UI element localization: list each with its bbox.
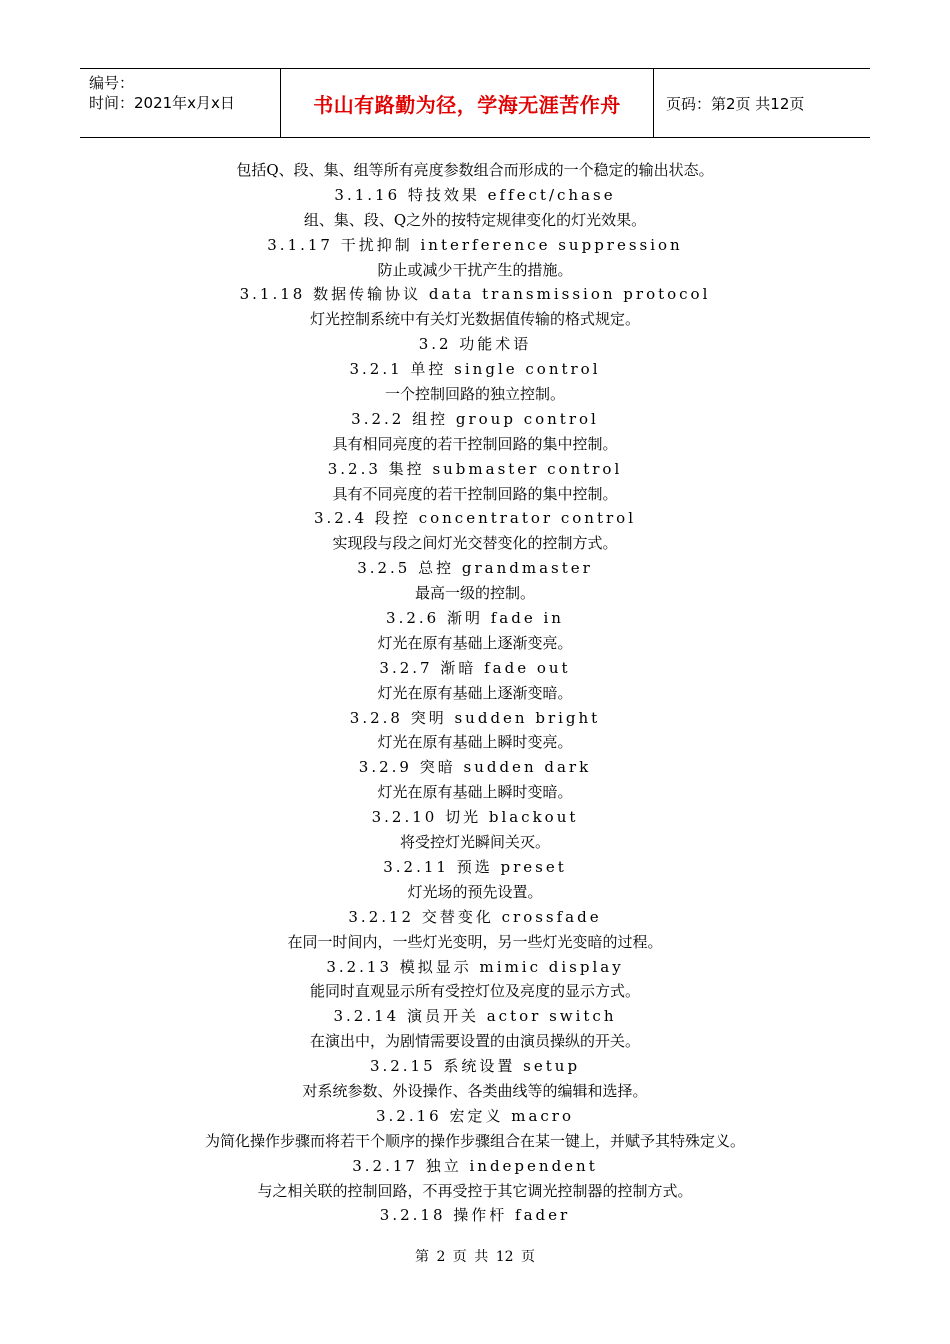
- term-definition: 灯光在原有基础上瞬时变暗。: [377, 783, 573, 802]
- term-heading: 3.2.8 突明 sudden bright: [349, 708, 601, 727]
- term-definition: 具有相同亮度的若干控制回路的集中控制。: [332, 434, 618, 453]
- term-definition: 在演出中，为剧情需要设置的由演员操纵的开关。: [309, 1032, 640, 1051]
- term-heading: 3.2.1 单控 single control: [349, 360, 601, 379]
- term-heading: 3.2.4 段控 concentrator control: [314, 509, 636, 528]
- header-motto: 书山有路勤为径，学海无涯苦作舟: [281, 69, 654, 137]
- term-heading: 3.2.7 渐暗 fade out: [379, 658, 571, 677]
- term-definition: 灯光在原有基础上逐渐变暗。: [377, 683, 573, 702]
- term-heading: 3.1.18 数据传输协议 data transmission protocol: [239, 285, 711, 304]
- term-definition: 灯光在原有基础上瞬时变亮。: [377, 733, 573, 752]
- term-definition: 灯光控制系统中有关灯光数据值传输的格式规定。: [309, 310, 640, 329]
- term-heading: 3.1.17 干扰抑制 interference suppression: [267, 235, 683, 254]
- term-heading: 3.2.18 操作杆 fader: [379, 1206, 571, 1225]
- term-definition: 具有不同亮度的若干控制回路的集中控制。: [332, 484, 618, 503]
- term-heading: 3.2.11 预选 preset: [383, 857, 567, 876]
- header-page-info: 页码：第2页 共12页: [666, 94, 805, 113]
- term-definition: 防止或减少干扰产生的措施。: [377, 260, 573, 279]
- term-definition: 最高一级的控制。: [414, 584, 535, 603]
- term-definition: 在同一时间内，一些灯光变明，另一些灯光变暗的过程。: [287, 932, 663, 951]
- term-definition: 组、集、段、Q之外的按特定规律变化的灯光效果。: [303, 210, 647, 229]
- term-heading: 3.2.17 独立 independent: [352, 1156, 598, 1175]
- term-definition: 与之相关联的控制回路，不再受控于其它调光控制器的控制方式。: [257, 1181, 693, 1200]
- document-body: [80, 158, 870, 1228]
- term-definition: 对系统参数、外设操作、各类曲线等的编辑和选择。: [302, 1081, 648, 1100]
- term-heading: 3.2.13 模拟显示 mimic display: [326, 957, 624, 976]
- term-heading: 3.1.16 特技效果 effect/chase: [334, 185, 616, 204]
- document-number-label: 编号：: [89, 74, 135, 92]
- term-heading: 3.2.14 演员开关 actor switch: [333, 1007, 617, 1026]
- term-heading: 3.2.9 突暗 sudden dark: [358, 758, 592, 777]
- term-definition: 灯光在原有基础上逐渐变亮。: [377, 633, 573, 652]
- term-heading: 3.2.15 系统设置 setup: [369, 1057, 581, 1076]
- term-definition: 一个控制回路的独立控制。: [384, 385, 565, 404]
- term-definition: 灯光场的预先设置。: [407, 882, 543, 901]
- term-heading: 3.2.6 渐明 fade in: [386, 609, 564, 628]
- term-definition: 能同时直观显示所有受控灯位及亮度的显示方式。: [309, 982, 640, 1001]
- term-heading: 3.2.5 总控 grandmaster: [357, 559, 593, 578]
- document-date: 时间：2021年x月x日: [89, 94, 235, 112]
- term-definition: 包括Q、段、集、组等所有亮度参数组合而形成的一个稳定的输出状态。: [236, 161, 714, 179]
- term-heading: 3.2.10 切光 blackout: [371, 808, 579, 827]
- term-definition: 将受控灯光瞬间关灭。: [399, 833, 550, 852]
- term-heading: 3.2.16 宏定义 macro: [375, 1106, 574, 1125]
- term-heading: 3.2.12 交替变化 crossfade: [348, 907, 602, 926]
- term-definition: 为简化操作步骤而将若干个顺序的操作步骤组合在某一键上，并赋予其特殊定义。: [204, 1131, 745, 1150]
- term-heading: 3.2 功能术语: [418, 335, 532, 354]
- page-footer: 第 2 页 共 12 页: [415, 1249, 535, 1265]
- term-heading: 3.2.2 组控 group control: [351, 409, 599, 428]
- term-definition: 实现段与段之间灯光交替变化的控制方式。: [332, 534, 618, 553]
- header-meta: [80, 69, 281, 137]
- term-heading: 3.2.3 集控 submaster control: [327, 459, 623, 478]
- page-header: [80, 68, 870, 138]
